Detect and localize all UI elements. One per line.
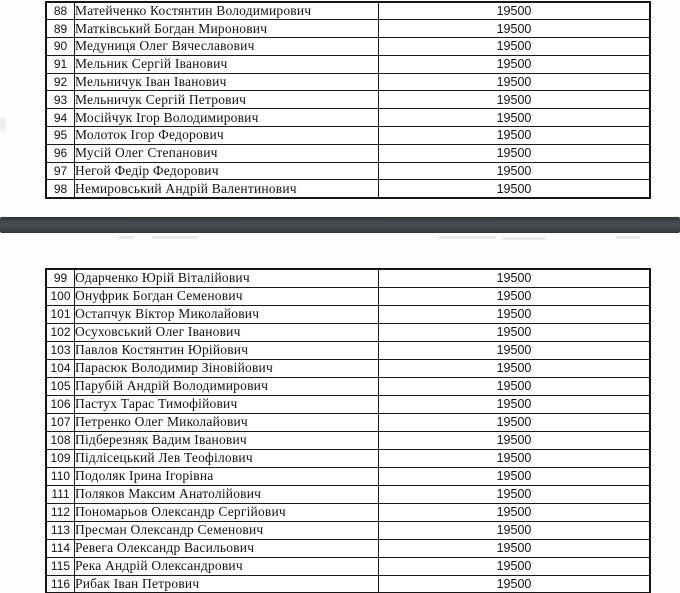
page-separator-band: [0, 217, 680, 233]
row-number-cell: 116: [46, 575, 75, 593]
person-name-cell: Река Андрій Олександрович: [75, 557, 379, 575]
table-row: [46, 305, 650, 323]
amount-cell: 19500: [379, 431, 651, 449]
amount-cell: 19500: [379, 395, 651, 413]
row-number-cell: 105: [46, 377, 75, 395]
person-name-cell: Підберезняк Вадим Іванович: [75, 431, 379, 449]
row-number-cell: 103: [46, 341, 75, 359]
row-number-cell: 114: [46, 539, 75, 557]
person-name-cell: Парубій Андрій Володимирович: [75, 377, 379, 395]
amount-cell: 19500: [379, 359, 651, 377]
person-name-cell: Петренко Олег Миколайович: [75, 413, 379, 431]
amount-cell: 19500: [379, 305, 651, 323]
amount-cell: 19500: [379, 521, 651, 539]
table-row: [46, 180, 650, 198]
person-name-cell: Медуниця Олег Вячеславович: [75, 38, 379, 56]
person-name-cell: Подоляк Ірина Ігорівна: [75, 467, 379, 485]
row-number-cell: 112: [46, 503, 75, 521]
person-name-cell: Молоток Ігор Федорович: [75, 127, 379, 145]
row-number-cell: 88: [46, 2, 75, 20]
payment-table-page-bottom: [45, 268, 651, 593]
table-row: [46, 73, 650, 91]
row-number-cell: 99: [46, 269, 75, 287]
table-row: [46, 557, 650, 575]
person-name-cell: Осуховський Олег Іванович: [75, 323, 379, 341]
person-name-cell: Поляков Максим Анатолійович: [75, 485, 379, 503]
row-number-cell: 109: [46, 449, 75, 467]
person-name-cell: Парасюк Володимир Зіновійович: [75, 359, 379, 377]
row-number-cell: 96: [46, 144, 75, 162]
amount-cell: 19500: [379, 38, 651, 56]
amount-cell: 19500: [379, 503, 651, 521]
table-row: [46, 127, 650, 145]
row-number-cell: 92: [46, 73, 75, 91]
table-row: [46, 449, 650, 467]
row-number-cell: 102: [46, 323, 75, 341]
person-name-cell: Мусій Олег Степанович: [75, 144, 379, 162]
row-number-cell: 108: [46, 431, 75, 449]
person-name-cell: Павлов Костянтин Юрійович: [75, 341, 379, 359]
row-number-cell: 97: [46, 162, 75, 180]
amount-cell: 19500: [379, 144, 651, 162]
row-number-cell: 93: [46, 91, 75, 109]
table-row: [46, 467, 650, 485]
table-row: [46, 287, 650, 305]
row-number-cell: 89: [46, 20, 75, 38]
row-number-cell: 98: [46, 180, 75, 198]
row-number-cell: 94: [46, 109, 75, 127]
row-number-cell: 104: [46, 359, 75, 377]
row-number-cell: 90: [46, 38, 75, 56]
amount-cell: 19500: [379, 575, 651, 593]
amount-cell: 19500: [379, 341, 651, 359]
table-row: [46, 269, 650, 287]
row-number-cell: 110: [46, 467, 75, 485]
table-row: [46, 503, 650, 521]
person-name-cell: Мельничук Іван Іванович: [75, 73, 379, 91]
table-row: [46, 377, 650, 395]
person-name-cell: Мельник Сергій Іванович: [75, 55, 379, 73]
amount-cell: 19500: [379, 323, 651, 341]
table-row: [46, 323, 650, 341]
amount-cell: 19500: [379, 557, 651, 575]
scan-artifact: [0, 118, 6, 132]
table-row: [46, 521, 650, 539]
person-name-cell: Рибак Іван Петрович: [75, 575, 379, 593]
table-row: [46, 575, 650, 593]
amount-cell: 19500: [379, 2, 651, 20]
table-row: [46, 485, 650, 503]
table-row: [46, 91, 650, 109]
table-row: [46, 359, 650, 377]
scan-artifact: [503, 237, 545, 240]
scan-artifact: [438, 236, 496, 239]
row-number-cell: 107: [46, 413, 75, 431]
amount-cell: 19500: [379, 20, 651, 38]
row-number-cell: 115: [46, 557, 75, 575]
row-number-cell: 106: [46, 395, 75, 413]
amount-cell: 19500: [379, 180, 651, 198]
row-number-cell: 91: [46, 55, 75, 73]
table-row: [46, 395, 650, 413]
table-row: [46, 341, 650, 359]
person-name-cell: Пресман Олександр Семенович: [75, 521, 379, 539]
scan-artifact: [616, 236, 640, 239]
scan-artifact: [152, 236, 198, 239]
amount-cell: 19500: [379, 269, 651, 287]
table-row: [46, 2, 650, 20]
amount-cell: 19500: [379, 539, 651, 557]
amount-cell: 19500: [379, 467, 651, 485]
row-number-cell: 101: [46, 305, 75, 323]
table-row: [46, 20, 650, 38]
table-row: [46, 539, 650, 557]
row-number-cell: 95: [46, 127, 75, 145]
person-name-cell: Негой Федір Федорович: [75, 162, 379, 180]
amount-cell: 19500: [379, 377, 651, 395]
amount-cell: 19500: [379, 162, 651, 180]
amount-cell: 19500: [379, 413, 651, 431]
amount-cell: 19500: [379, 55, 651, 73]
amount-cell: 19500: [379, 73, 651, 91]
person-name-cell: Пономарьов Олександр Сергійович: [75, 503, 379, 521]
amount-cell: 19500: [379, 485, 651, 503]
table-row: [46, 109, 650, 127]
table-row: [46, 144, 650, 162]
person-name-cell: Ревега Олександр Васильович: [75, 539, 379, 557]
table-row: [46, 38, 650, 56]
row-number-cell: 111: [46, 485, 75, 503]
person-name-cell: Мельничук Сергій Петрович: [75, 91, 379, 109]
person-name-cell: Пастух Тарас Тимофійович: [75, 395, 379, 413]
amount-cell: 19500: [379, 287, 651, 305]
amount-cell: 19500: [379, 109, 651, 127]
person-name-cell: Матейченко Костянтин Володимирович: [75, 2, 379, 20]
table-row: [46, 413, 650, 431]
person-name-cell: Остапчук Віктор Миколайович: [75, 305, 379, 323]
row-number-cell: 113: [46, 521, 75, 539]
person-name-cell: Підлісецький Лев Теофілович: [75, 449, 379, 467]
payment-table-page-top: [45, 1, 651, 199]
amount-cell: 19500: [379, 91, 651, 109]
scan-artifact: [118, 236, 134, 239]
table-row: [46, 431, 650, 449]
table-row: [46, 55, 650, 73]
person-name-cell: Онуфрик Богдан Семенович: [75, 287, 379, 305]
person-name-cell: Одарченко Юрій Віталійович: [75, 269, 379, 287]
amount-cell: 19500: [379, 127, 651, 145]
amount-cell: 19500: [379, 449, 651, 467]
person-name-cell: Матківський Богдан Миронович: [75, 20, 379, 38]
person-name-cell: Немировський Андрій Валентинович: [75, 180, 379, 198]
person-name-cell: Мосійчук Ігор Володимирович: [75, 109, 379, 127]
row-number-cell: 100: [46, 287, 75, 305]
table-row: [46, 162, 650, 180]
